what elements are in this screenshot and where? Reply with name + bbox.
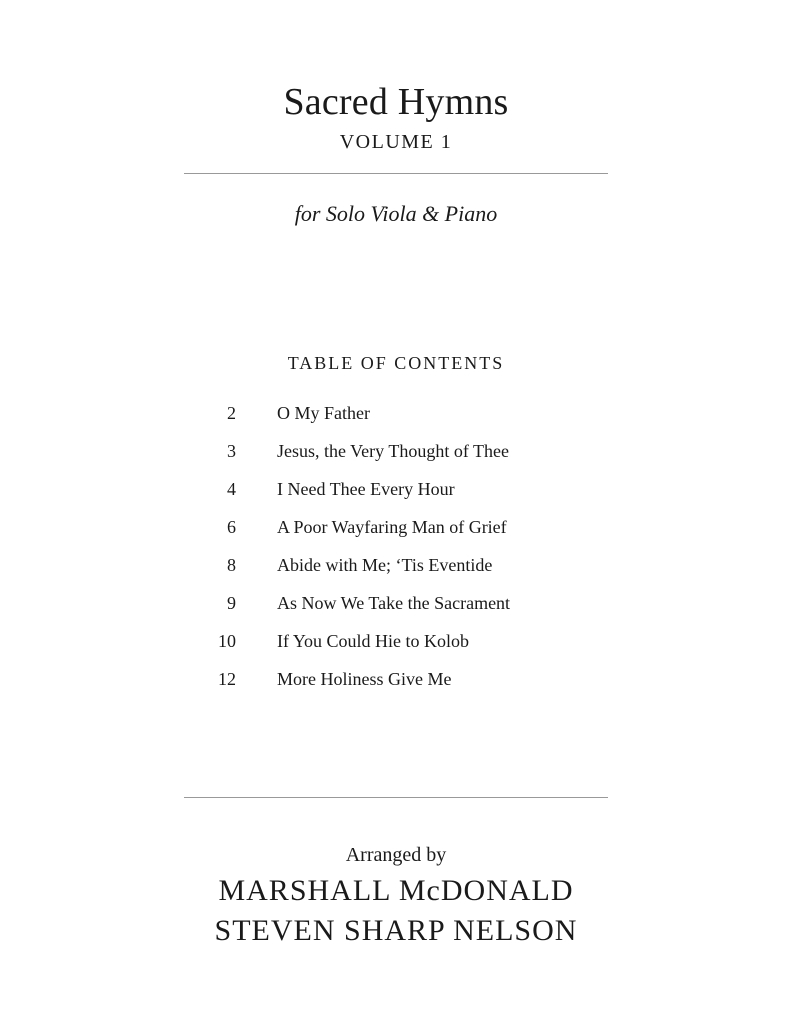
page-title: Sacred Hymns <box>283 81 509 123</box>
toc-entry <box>0 400 792 438</box>
toc-page-number: 4 <box>227 479 236 499</box>
toc-page-number: 6 <box>227 517 236 537</box>
toc-entry-title: O My Father <box>277 403 370 423</box>
toc-entry <box>0 438 792 476</box>
toc-entry-title: More Holiness Give Me <box>277 669 452 689</box>
volume-label: VOLUME 1 <box>339 131 453 153</box>
toc-page-number: 2 <box>227 403 236 423</box>
toc-page-number: 10 <box>218 631 236 651</box>
toc-entry-title: If You Could Hie to Kolob <box>277 631 470 651</box>
bottom-divider <box>184 797 608 798</box>
toc-page-number: 3 <box>227 441 236 461</box>
table-of-contents <box>0 400 792 704</box>
toc-heading: TABLE OF CONTENTS <box>287 353 505 373</box>
arranged-by-label: Arranged by <box>345 844 447 866</box>
toc-entry <box>0 514 792 552</box>
toc-page-number: 8 <box>227 555 236 575</box>
top-divider <box>184 173 608 174</box>
toc-entry-title: As Now We Take the Sacrament <box>277 593 511 613</box>
toc-entry-title: Jesus, the Very Thought of Thee <box>277 441 509 461</box>
toc-page-number: 9 <box>227 593 236 613</box>
toc-entry-title: A Poor Wayfaring Man of Grief <box>277 517 507 537</box>
arranger-name: STEVEN SHARP NELSON <box>214 914 578 947</box>
toc-entry <box>0 590 792 628</box>
toc-page-number: 12 <box>218 669 236 689</box>
toc-entry <box>0 628 792 666</box>
toc-entry <box>0 552 792 590</box>
subtitle: for Solo Viola & Piano <box>294 201 498 226</box>
toc-entry <box>0 476 792 514</box>
toc-entry-title: I Need Thee Every Hour <box>277 479 455 499</box>
arranger-name: MARSHALL McDONALD <box>218 874 574 907</box>
toc-entry <box>0 666 792 704</box>
toc-entry-title: Abide with Me; ‘Tis Eventide <box>277 555 493 575</box>
